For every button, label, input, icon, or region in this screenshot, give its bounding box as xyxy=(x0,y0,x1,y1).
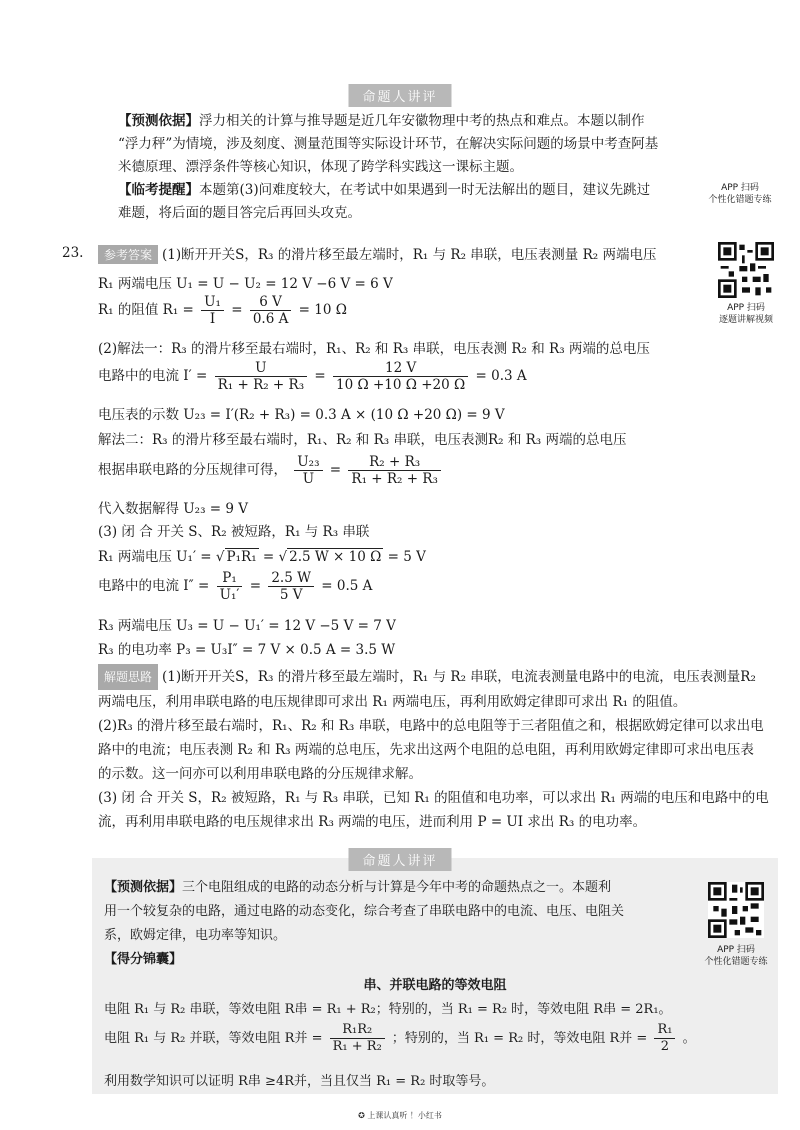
qr-caption-line: APP 扫码 xyxy=(717,945,755,955)
basis-text: 系，欧姆定律，电功率等知识。 xyxy=(104,928,287,943)
answer-line: 代入数据解得 U₂₃ = 9 V xyxy=(98,501,249,517)
prediction-basis xyxy=(118,110,678,225)
fraction xyxy=(215,360,308,393)
fraction xyxy=(268,570,314,603)
answer-line xyxy=(98,454,444,487)
tips-text: 电阻 R₁ 与 R₂ 并联，等效电阻 R并 = xyxy=(104,1031,323,1046)
prediction-basis xyxy=(104,876,694,972)
denominator: 5 V xyxy=(279,587,303,603)
fraction xyxy=(333,360,468,393)
denominator: I xyxy=(209,311,216,327)
answer-text: = 10 Ω xyxy=(298,302,347,318)
equals: = xyxy=(329,462,342,478)
fraction xyxy=(330,1022,385,1055)
fraction xyxy=(654,1022,675,1055)
answer-text: R₁ 的阻值 R₁ = xyxy=(98,302,194,318)
numerator: 6 V xyxy=(250,294,292,311)
fraction xyxy=(250,294,292,327)
answer-text: (1)断开开关S，R₃ 的滑片移至最左端时，R₁ 与 R₂ 串联，电压表测量 R₂ 两端电压 xyxy=(162,247,657,263)
thinking-text: (3) 闭 合 开关 S，R₂ 被短路，R₁ 与 R₃ 串联，已知 R₁ 的阻值和电功率，可以求出 R₁ 两端的电压和电路中的电 xyxy=(98,790,769,806)
numerator: U₂₃ xyxy=(294,454,322,471)
basis-label: 【预测依据】 xyxy=(104,880,183,895)
answer-line xyxy=(98,360,527,393)
sqrt-content: P₁R₁ xyxy=(226,549,257,565)
answer-text: R₁ 两端电压 U₁′ = xyxy=(98,549,216,565)
thinking-text: 两端电压，利用串联电路的电压规律即可求出 R₁ 两端电压，再利用欧姆定律即可求出 R₁ 的阻值。 xyxy=(98,694,687,710)
thinking-text: 路中的电流；电压表测 R₂ 和 R₃ 两端的总电压，先求出这两个电阻的总电阻，再利用欧姆定律即可求出电压表 xyxy=(98,742,754,758)
qr-caption xyxy=(690,182,790,206)
remind-text: 难题，将后面的题目答完后再回头攻克。 xyxy=(118,205,361,221)
numerator: R₂ + R₃ xyxy=(348,454,441,471)
qr-caption-line: 逐题讲解视频 xyxy=(718,315,773,325)
qr-caption-line: 个性化错题专练 xyxy=(708,195,772,205)
tips-label: 【得分锦囊】 xyxy=(104,952,183,967)
fraction xyxy=(294,454,322,487)
footer xyxy=(0,1110,800,1121)
qr-caption-line: APP 扫码 xyxy=(721,183,759,193)
basis-label: 【预测依据】 xyxy=(118,113,199,129)
remind-text: 本题第(3)问难度较大，在考试中如果遇到一时无法解出的题目，建议先跳过 xyxy=(199,182,651,198)
fraction xyxy=(201,294,224,327)
answer-line: R₁ 两端电压 U₁′ = √ P₁R₁ = √ 2.5 W × 10 Ω = 5 V xyxy=(98,549,426,565)
tips-title: 串、并联电路的等效电阻 xyxy=(363,978,507,993)
denominator: R₁ + R₂ xyxy=(332,1039,382,1054)
section-banner: 命题人讲评 xyxy=(348,84,451,107)
answer-text: 根据串联电路的分压规律可得， xyxy=(98,462,287,478)
answer-text: = 0.5 A xyxy=(321,578,373,594)
remind-label: 【临考提醒】 xyxy=(118,182,199,198)
star-logo-icon: ✪ xyxy=(358,1111,365,1120)
tips-text: 。 xyxy=(682,1031,696,1046)
answer-text: = xyxy=(231,302,243,318)
answer-text: 电路中的电流 I′ = xyxy=(98,368,208,384)
footer-text: 上课认真听 ！小红书 xyxy=(367,1111,442,1120)
qr-caption-line: APP 扫码 xyxy=(727,303,765,313)
numerator: R₁ xyxy=(654,1022,675,1039)
basis-text: 三个电阻组成的电路的动态分析与计算是今年中考的命题热点之一。本题利 xyxy=(182,880,612,895)
qr-code-icon[interactable] xyxy=(718,242,774,298)
answer-line: R₃ 的电功率 P₃ = U₃I″ = 7 V × 0.5 A = 3.5 W xyxy=(98,642,396,658)
answer-line xyxy=(98,294,347,327)
answer-tag: 参考答案 xyxy=(98,245,158,264)
numerator: P₁ xyxy=(217,570,243,587)
qr-caption-line: 个性化错题专练 xyxy=(704,957,768,967)
denominator: 2 xyxy=(660,1039,670,1054)
denominator: R₁ + R₂ + R₃ xyxy=(217,377,305,393)
solution-thinking xyxy=(98,664,778,834)
numerator: 2.5 W xyxy=(268,570,314,587)
question-number: 23. xyxy=(62,245,84,261)
section-banner: 命题人讲评 xyxy=(348,848,451,871)
equals: = xyxy=(314,368,326,384)
fraction xyxy=(348,454,441,487)
answer-line xyxy=(98,570,372,603)
answer-line: R₁ 两端电压 U₁ = U − U₂ = 12 V −6 V = 6 V xyxy=(98,276,393,292)
denominator: 10 Ω +10 Ω +20 Ω xyxy=(336,377,466,393)
denominator: 0.6 A xyxy=(252,311,289,327)
tips-line: 电阻 R₁ 与 R₂ 串联，等效电阻 R串 = R₁ + R₂；特别的，当 R₁ = R₂ 时，等效电阻 R串 = 2R₁。 xyxy=(104,1002,672,1017)
numerator: U xyxy=(215,360,308,377)
numerator: R₁R₂ xyxy=(330,1022,385,1039)
basis-text: 用一个较复杂的电路，通过电路的动态变化，综合考查了串联电路中的电流、电压、电阻关 xyxy=(104,904,625,919)
thinking-text: 的示数。这一问亦可以利用串联电路的分压规律求解。 xyxy=(98,766,422,782)
qr-caption xyxy=(686,944,786,968)
denominator: R₁ + R₂ + R₃ xyxy=(351,471,438,487)
answer-line: (3) 闭 合 开关 S、R₂ 被短路，R₁ 与 R₃ 串联 xyxy=(98,524,370,540)
denominator: U₁′ xyxy=(219,587,240,603)
answer-line: 解法二：R₃ 的滑片移至最右端时，R₁、R₂ 和 R₃ 串联，电压表测R₂ 和 R₃ 两端的总电压 xyxy=(98,432,627,448)
equals: = xyxy=(249,578,262,594)
sqrt-content: 2.5 W × 10 Ω xyxy=(289,549,382,565)
fraction xyxy=(217,570,243,603)
qr-caption xyxy=(696,302,796,326)
thinking-tag: 解题思路 xyxy=(98,664,158,690)
numerator: U₁ xyxy=(201,294,224,311)
qr-code-icon[interactable] xyxy=(708,882,764,938)
thinking-text: (2)R₃ 的滑片移至最右端时，R₁、R₂ 和 R₃ 串联，电路中的总电阻等于三者阻值之和，根据欧姆定律可以求出电 xyxy=(98,718,764,734)
tips-line xyxy=(104,1022,696,1055)
tips-line: 利用数学知识可以证明 R串 ≥4R并，当且仅当 R₁ = R₂ 时取等号。 xyxy=(104,1074,495,1089)
answer-text: = xyxy=(258,549,279,565)
answer-text: 电路中的电流 I″ = xyxy=(98,578,210,594)
answer-line: (2)解法一：R₃ 的滑片移至最右端时，R₁、R₂ 和 R₃ 串联，电压表测 R₂ 和 R₃ 两端的总电压 xyxy=(98,341,650,357)
answer-line xyxy=(98,243,656,264)
basis-text: 米德原理、漂浮条件等核心知识，体现了跨学科实践这一课标主题。 xyxy=(118,159,523,175)
basis-text: “浮力秤”为情境，涉及刻度、测量范围等实际设计环节，在解决实际问题的场景中考查阿基 xyxy=(118,136,659,152)
answer-line: R₃ 两端电压 U₃ = U − U₁′ = 12 V −5 V = 7 V xyxy=(98,618,396,634)
answer-text: = 5 V xyxy=(383,549,426,565)
answer-text: = 0.3 A xyxy=(475,368,527,384)
denominator: U xyxy=(302,471,315,487)
numerator: 12 V xyxy=(333,360,468,377)
basis-text: 浮力相关的计算与推导题是近几年安徽物理中考的热点和难点。本题以制作 xyxy=(199,113,645,129)
answer-line: 电压表的示数 U₂₃ = I′(R₂ + R₃) = 0.3 A × (10 Ω +20 Ω) = 9 V xyxy=(98,407,505,423)
thinking-text: 流，再利用串联电路的电压规律求出 R₃ 两端的电压，进而利用 P = UI 求出 R₃ 的电功率。 xyxy=(98,814,647,830)
thinking-text: (1)断开开关S，R₃ 的滑片移至最左端时，R₁ 与 R₂ 串联，电流表测量电路中的电流，电压表测量R₂ xyxy=(162,669,756,685)
tips-text: ；特别的，当 R₁ = R₂ 时，等效电阻 R并 = xyxy=(391,1031,648,1046)
